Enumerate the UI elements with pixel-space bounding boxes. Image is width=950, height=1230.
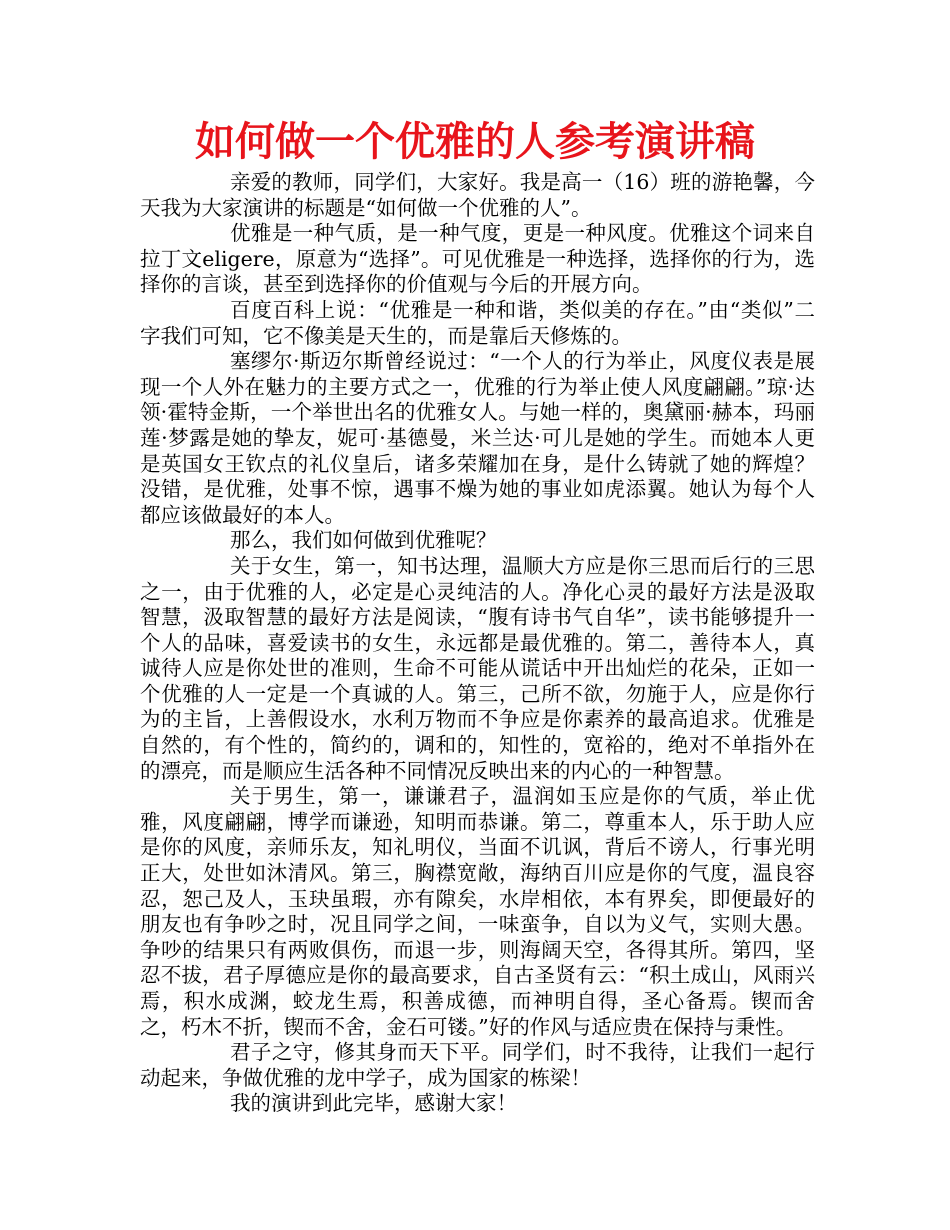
paragraph-question: 那么，我们如何做到优雅呢？ <box>230 528 497 553</box>
paragraph-call-to-action: 君子之守，修其身而天下平。同学们，时不我待，让我们一起行动起来，争做优雅的龙中学子，成为国家的栋梁！ <box>140 1040 815 1090</box>
document-body <box>140 170 815 1117</box>
paragraph-girls: 关于女生，第一，知书达理，温顺大方应是你三思而后行的三思之一，由于优雅的人，必定是心灵纯洁的人。净化心灵的最好方法是汲取智慧，汲取智慧的最好方法是阅读，“腹有诗书气自华”，读书能够提升一个人的品味，喜爱读书的女生，永远都是最优雅的。第二，善待本人，真诚待人应是你处世的准则，生命不可能从谎话中开出灿烂的花朵，正如一个优雅的人一定是一个真诚的人。第三，己所不欲，勿施于人，应是你行为的主旨，上善假设水，水利万物而不争应是你素养的最高追求。优雅是自然的，有个性的，简约的，调和的，知性的，宽裕的，绝对不单指外在的漂亮，而是顺应生活各种不同情况反映出来的内心的一种智慧。 <box>140 553 815 783</box>
paragraph-quote: 塞缪尔·斯迈尔斯曾经说过：“一个人的行为举止，风度仪表是展现一个人外在魅力的主要方式之一，优雅的行为举止使人风度翩翩。”琼·达领·霍特金斯，一个举世出名的优雅女人。与她一样的，奥黛丽·赫本，玛丽莲·梦露是她的挚友，妮可·基德曼，米兰达·可儿是她的学生。而她本人更是英国女王钦点的礼仪皇后，诸多荣耀加在身，是什么铸就了她的辉煌？没错，是优雅，处事不惊，遇事不燥为她的事业如虎添翼。她认为每个人都应该做最好的本人。 <box>140 349 815 527</box>
paragraph-greeting: 亲爱的教师，同学们，大家好。我是高一（16）班的游艳馨，今天我为大家演讲的标题是“如何做一个优雅的人”。 <box>140 170 815 220</box>
paragraph-closing: 我的演讲到此完毕，感谢大家！ <box>230 1091 517 1116</box>
document-title: 如何做一个优雅的人参考演讲稿 <box>195 119 755 165</box>
paragraph-baike: 百度百科上说：“优雅是一种和谐，类似美的存在。”由“类似”二字我们可知，它不像美是天生的，而是靠后天修炼的。 <box>140 297 815 348</box>
paragraph-boys: 关于男生，第一，谦谦君子，温润如玉应是你的气质，举止优雅，风度翩翩，博学而谦逊，知明而恭谦。第二，尊重本人，乐于助人应是你的风度，亲师乐友，知礼明仪，当面不讥讽，背后不谤人，行事光明正大，处世如沐清风。第三，胸襟宽敞，海纳百川应是你的气度，温良容忍，恕己及人，玉玦虽瑕，亦有隙矣，水岸相依，本有界矣，即便最好的朋友也有争吵之时，况且同学之间，一味蛮争，自以为义气，实则大愚。争吵的结果只有两败俱伤，而退一步，则海阔天空，各得其所。第四，坚忍不拔，君子厚德应是你的最高要求，自古圣贤有云：“积土成山，风雨兴焉，积水成渊，蛟龙生焉，积善成德，而神明自得，圣心备焉。锲而舍之，朽木不折，锲而不舍，金石可镂。”好的作风与适应贵在保持与秉性。 <box>140 784 815 1039</box>
paragraph-definition: 优雅是一种气质，是一种气度，更是一种风度。优雅这个词来自拉丁文eligere，原意为“选择”。可见优雅是一种选择，选择你的行为，选择你的言谈，甚至到选择你的价值观与今后的开展方向。 <box>140 221 815 297</box>
